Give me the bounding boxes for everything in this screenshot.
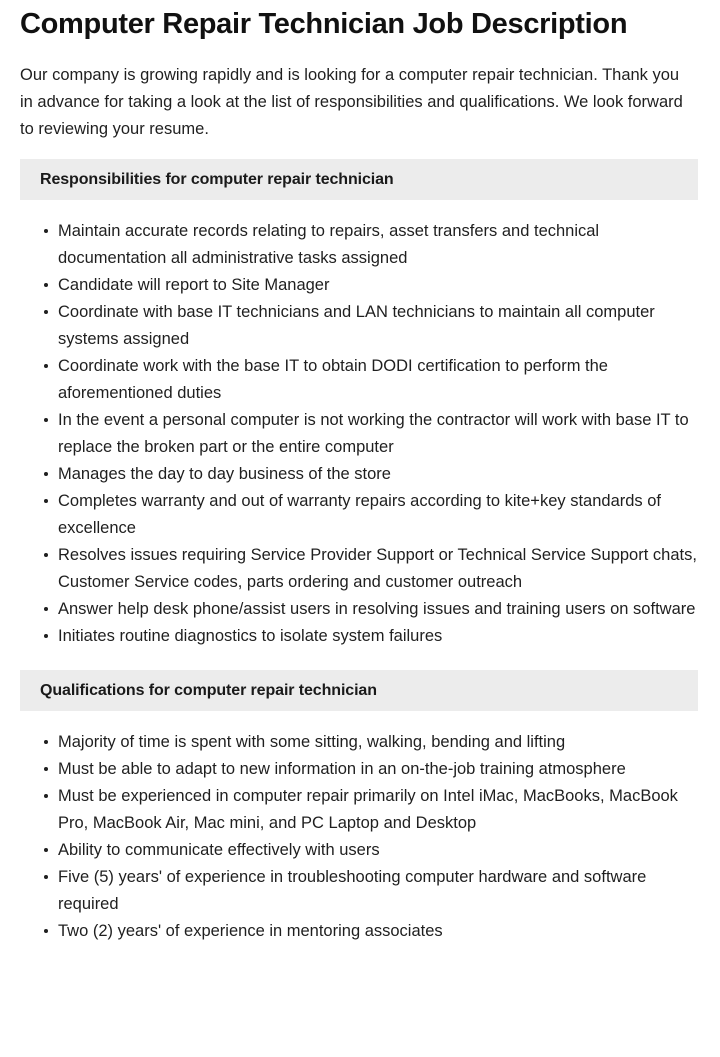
- list-item: Must be able to adapt to new information in an on-the-job training atmosphere: [58, 756, 698, 783]
- list-item: Must be experienced in computer repair primarily on Intel iMac, MacBooks, MacBook Pro, MacBook Air, Mac mini, and PC Laptop and Desktop: [58, 783, 698, 837]
- list-item: In the event a personal computer is not working the contractor will work with base IT to replace the broken part or the entire computer: [58, 407, 698, 461]
- section-heading-label: Responsibilities for computer repair technician: [40, 170, 394, 188]
- page-title: Computer Repair Technician Job Description: [20, 8, 628, 40]
- list-item: Coordinate work with the base IT to obtain DODI certification to perform the aforementioned duties: [58, 353, 698, 407]
- section-qualifications: [0, 650, 720, 945]
- list-item: Resolves issues requiring Service Provider Support or Technical Service Support chats, Customer Service codes, parts ordering and customer outreach: [58, 542, 698, 596]
- list-item: Coordinate with base IT technicians and LAN technicians to maintain all computer systems assigned: [58, 299, 698, 353]
- intro-paragraph: Our company is growing rapidly and is looking for a computer repair technician. Thank you in advance for taking a look at the list of responsibilities and qualifications. We look forward to reviewing your resume.: [20, 66, 683, 138]
- list-item: Ability to communicate effectively with users: [58, 837, 698, 864]
- list-item: Initiates routine diagnostics to isolate system failures: [58, 623, 698, 650]
- section-header-qualifications: [20, 670, 698, 711]
- section-heading-label: Qualifications for computer repair technician: [40, 681, 377, 699]
- list-item: Majority of time is spent with some sitting, walking, bending and lifting: [58, 729, 698, 756]
- qualifications-list: [0, 711, 720, 945]
- list-item: Answer help desk phone/assist users in resolving issues and training users on software: [58, 596, 698, 623]
- section-responsibilities: [0, 143, 720, 650]
- section-header-responsibilities: [20, 159, 698, 200]
- list-item: Five (5) years' of experience in troubleshooting computer hardware and software required: [58, 864, 698, 918]
- list-item: Two (2) years' of experience in mentoring associates: [58, 918, 698, 945]
- list-item: Candidate will report to Site Manager: [58, 272, 698, 299]
- responsibilities-list: [0, 200, 720, 650]
- list-item: Maintain accurate records relating to repairs, asset transfers and technical documentation all administrative tasks assigned: [58, 218, 698, 272]
- list-item: Manages the day to day business of the store: [58, 461, 698, 488]
- list-item: Completes warranty and out of warranty repairs according to kite+key standards of excellence: [58, 488, 698, 542]
